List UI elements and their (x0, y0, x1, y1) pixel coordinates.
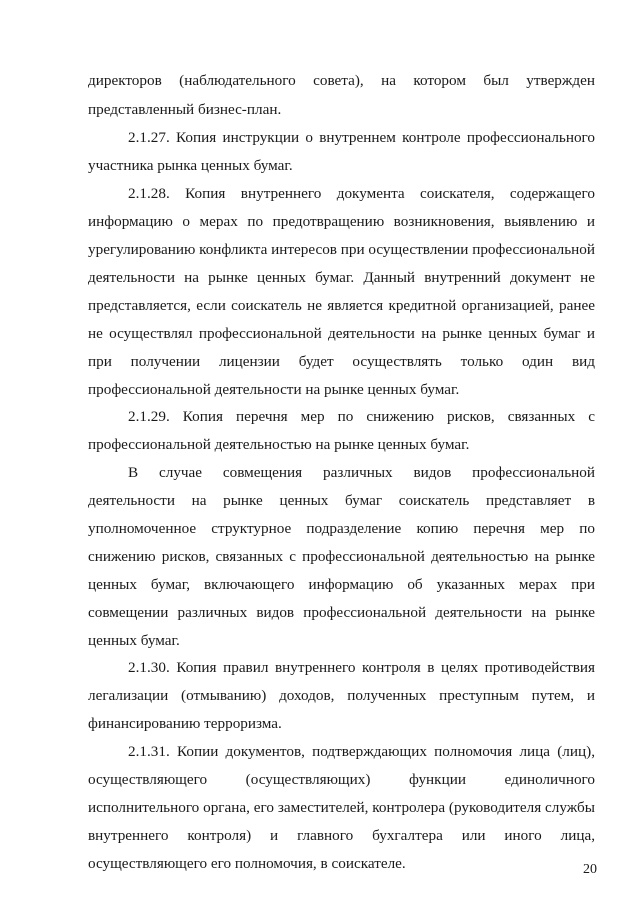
text-line: исполнительного органа, его заместителей, контролера (руководителя службы (88, 799, 595, 816)
text-line: участника рынка ценных бумаг. (88, 157, 293, 174)
text-line: не осуществлял профессиональной деятельности на рынке ценных бумаг и (88, 325, 595, 342)
text-line: снижению рисков, связанных с профессиональной деятельностью на рынке (88, 548, 595, 565)
text-line: информацию о мерах по предотвращению возникновения, выявлению и (88, 213, 595, 230)
text-line: финансированию терроризма. (88, 715, 282, 732)
text-line: легализации (отмыванию) доходов, полученных преступным путем, и (88, 687, 595, 704)
text-line: внутреннего контроля) и главного бухгалтера или иного лица, (88, 827, 595, 844)
text-line: ценных бумаг, включающего информацию об указанных мерах при (88, 576, 595, 593)
text-line: представляется, если соискатель не является кредитной организацией, ранее (88, 297, 595, 314)
text-line: совмещении различных видов профессиональной деятельности на рынке (88, 604, 595, 621)
paragraph-2-1-30-start: 2.1.30. Копия правил внутреннего контроля в целях противодействия (128, 659, 595, 676)
text-line: деятельности на рынке ценных бумаг соискатель представляет в (88, 492, 595, 509)
text-line: представленный бизнес-план. (88, 101, 282, 118)
text-line: урегулированию конфликта интересов при осуществлении профессиональной (88, 241, 596, 258)
paragraph-2-1-28-start: 2.1.28. Копия внутреннего документа соискателя, содержащего (128, 185, 595, 202)
paragraph-2-1-27-start: 2.1.27. Копия инструкции о внутреннем контроле профессионального (128, 129, 595, 146)
page-number: 20 (583, 862, 597, 877)
text-line: деятельности на рынке ценных бумаг. Данный внутренний документ не (88, 269, 595, 286)
text-line: профессиональной деятельностью на рынке ценных бумаг. (88, 436, 470, 453)
text-line: ценных бумаг. (88, 632, 180, 649)
text-line: при получении лицензии будет осуществлять только один вид (88, 353, 595, 370)
paragraph-2-1-31-start: 2.1.31. Копии документов, подтверждающих полномочия лица (лиц), (128, 743, 595, 760)
paragraph-combination-start: В случае совмещения различных видов профессиональной (128, 464, 595, 481)
text-line: осуществляющего его полномочия, в соискателе. (88, 855, 406, 872)
text-line: профессиональной деятельности на рынке ценных бумаг. (88, 381, 460, 398)
paragraph-2-1-29-start: 2.1.29. Копия перечня мер по снижению рисков, связанных с (128, 408, 595, 425)
text-line: директоров (наблюдательного совета), на котором был утвержден (88, 72, 595, 89)
text-line: осуществляющего (осуществляющих) функции единоличного (88, 771, 595, 788)
text-line: уполномоченное структурное подразделение копию перечня мер по (88, 520, 595, 537)
